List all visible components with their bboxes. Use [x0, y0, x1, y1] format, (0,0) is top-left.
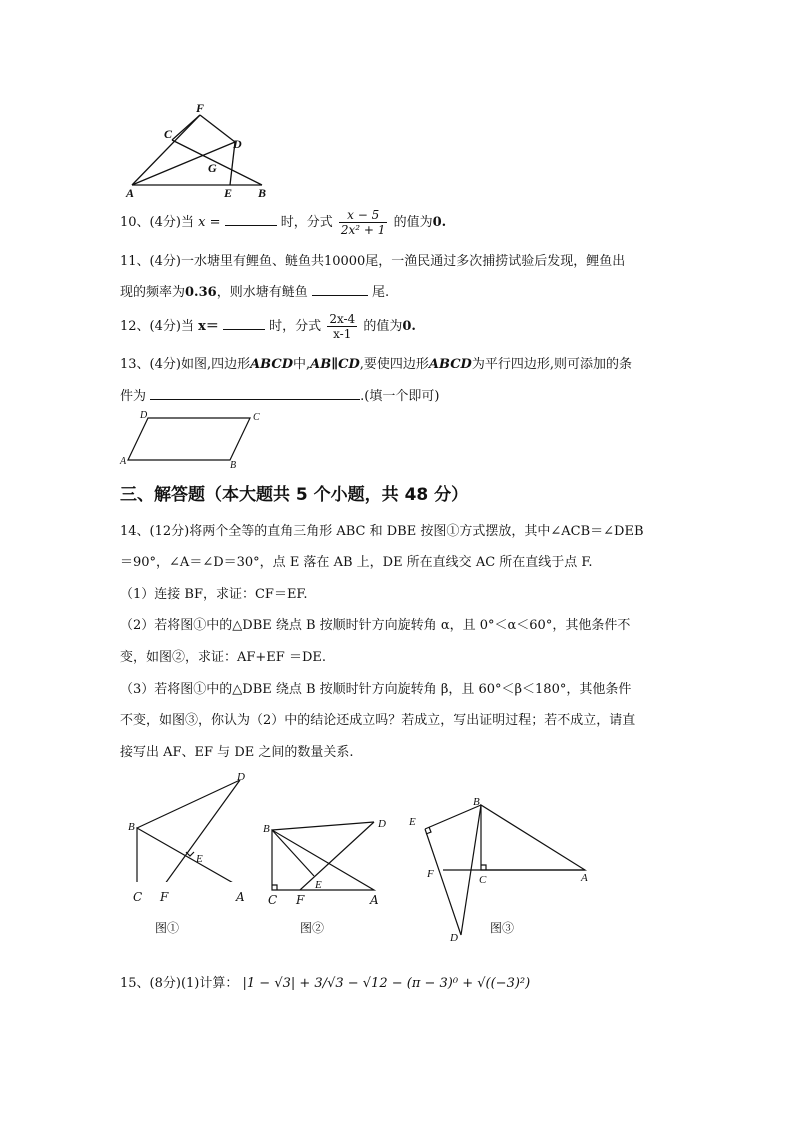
label-D: D [450, 932, 458, 944]
fig2-label-C: C [268, 893, 278, 907]
question-14-part3a: （3）若将图①中的△DBE 绕点 B 按顺时针方向旋转角 β，且 60°＜β＜180°，其他条件 [120, 682, 632, 697]
fig2-label-F: F [296, 893, 305, 907]
fig1-caption: 图① [155, 921, 180, 935]
label-F: F [196, 101, 205, 115]
fig1-label-A: A [236, 890, 245, 904]
fig1-label-F: F [160, 890, 169, 904]
label-C: C [164, 127, 173, 141]
question-12: 12、(4分)当 x＝ 时，分式 $\frac{2x-4}{x-1}$ 的值为0. [120, 312, 416, 341]
question-14-part2a: （2）若将图①中的△DBE 绕点 B 按顺时针方向旋转角 α，且 0°＜α＜60°，其他条件不 [120, 618, 631, 633]
label-D: D [233, 137, 242, 151]
answer-blank-11[interactable] [312, 283, 368, 296]
figure-1 [125, 770, 260, 882]
label-G: G [208, 161, 217, 175]
fig3-caption: 图③ [490, 921, 515, 935]
section-heading: 三、解答题（本大题共 5 个小题，共 48 分） [120, 485, 469, 505]
figure-triangle-top [120, 100, 280, 200]
question-11-line2: 现的频率为0.36，则水塘有鲢鱼 尾. [120, 285, 390, 300]
label-B: B [128, 821, 135, 833]
answer-blank-12[interactable] [223, 317, 265, 330]
label-A: A [120, 456, 127, 467]
label-B: B [473, 796, 480, 808]
label-F: F [427, 868, 434, 880]
question-14-line2: ＝90°，∠A＝∠D＝30°，点 E 落在 AB 上，DE 所在直线交 AC 所在直线于点 F. [120, 555, 593, 570]
label-C: C [253, 412, 260, 423]
figure-2 [262, 812, 392, 894]
question-13-line1: 13、(4分)如图,四边形ABCD中,AB∥CD,要使四边形ABCD为平行四边形,则可添加的条 [120, 357, 632, 372]
fraction-12: $\frac{2x-4}{x-1}$ [329, 312, 356, 341]
answer-blank-13[interactable] [150, 387, 360, 400]
label-E: E [409, 816, 416, 828]
fig1-label-C: C [133, 890, 143, 904]
question-11-line1: 11、(4分)一水塘里有鲤鱼、鲢鱼共10000尾，一渔民通过多次捕捞试验后发现，鲤鱼出 [120, 254, 626, 269]
answer-blank-10[interactable] [225, 213, 277, 226]
question-14-part2b: 变，如图②，求证：AF+EF ＝DE. [120, 650, 326, 665]
label-E: E [196, 853, 203, 865]
label-B: B [258, 186, 267, 200]
question-14-line1: 14、(12分)将两个全等的直角三角形 ABC 和 DBE 按图①方式摆放，其中∠ACB＝∠DEB [120, 524, 644, 539]
fig2-caption: 图② [300, 921, 325, 935]
question-10: 10、(4分)当 x = 时，分式 $\frac{x - 5}{\text{2x² + 1}}$ 的值为0. [120, 208, 447, 237]
label-B: B [230, 460, 237, 470]
label-D: D [140, 410, 148, 421]
question-13-line2: 件为 .(填一个即可) [120, 389, 440, 404]
question-14-part3b: 不变，如图③，你认为（2）中的结论还成立吗？若成立，写出证明过程；若不成立，请直 [120, 713, 636, 728]
question-14-part1: （1）连接 BF，求证：CF＝EF. [120, 587, 308, 602]
label-E: E [224, 186, 233, 200]
figure-parallelogram [118, 408, 268, 470]
fig2-label-A: A [370, 893, 379, 907]
expression-15: |1 − √3| + 3/√3 − √12 − (π − 3)⁰ + √((−3)²) [242, 976, 531, 991]
label-A: A [581, 872, 588, 884]
label-D: D [237, 771, 245, 783]
label-A: A [126, 186, 135, 200]
fraction-10: $\frac{x - 5}{\text{2x² + 1}}$ [340, 208, 386, 237]
label-E: E [315, 879, 322, 891]
label-D: D [378, 818, 386, 830]
label-C: C [479, 874, 487, 886]
question-14-part3c: 接写出 AF、EF 与 DE 之间的数量关系. [120, 745, 354, 760]
label-B: B [263, 823, 270, 835]
question-15: 15、(8分)(1)计算： |1 − √3| + 3/√3 − √12 − (π − 3)⁰ + √((−3)²) [120, 976, 531, 991]
